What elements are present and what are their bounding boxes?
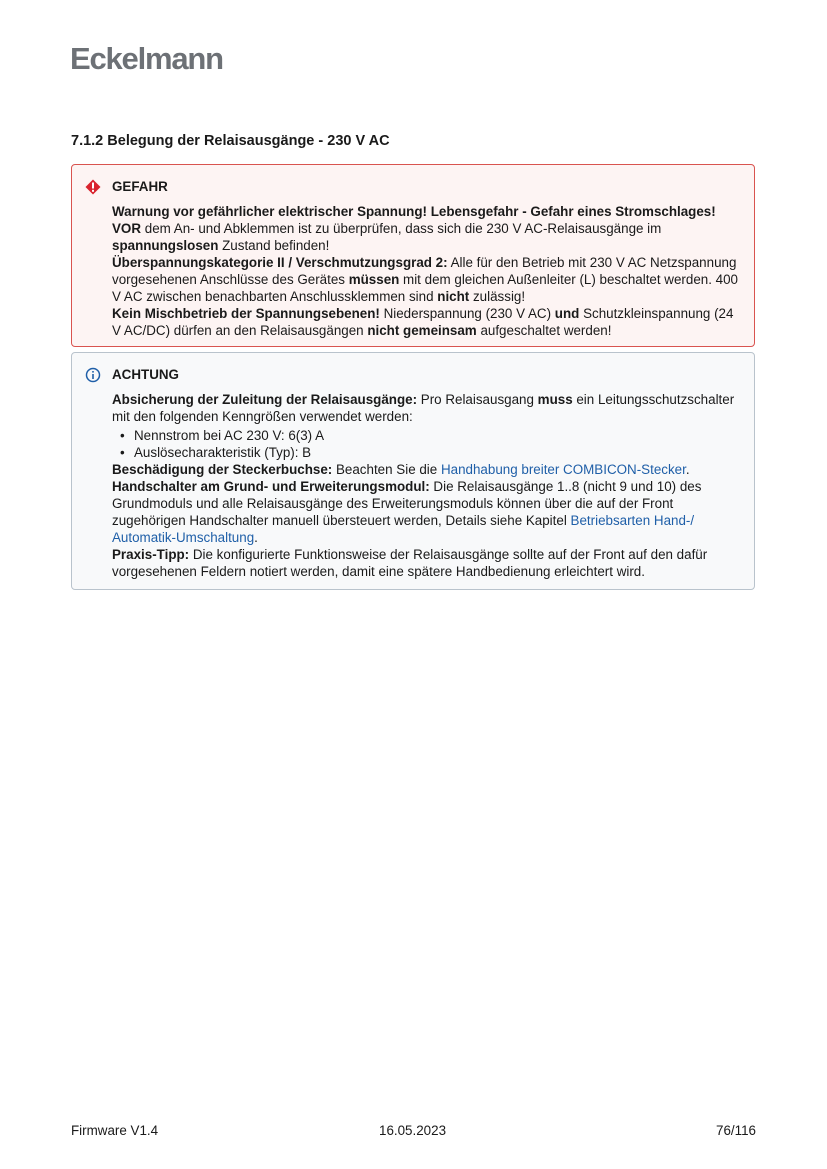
bold-text: Handschalter am Grund- und Erweiterungsmodul: [112, 479, 430, 494]
bold-text: muss [537, 392, 573, 407]
eckelmann-logo: Eckelmann [70, 41, 223, 76]
danger-body [112, 203, 744, 339]
betriebsarten-link[interactable]: Betriebsarten Hand-/ Automatik-Umschaltung [112, 513, 695, 545]
info-icon [85, 367, 101, 383]
text: Schutzkleinspannung (24 V AC/DC) dürfen an den Relaisausgängen [112, 306, 734, 338]
warning-title: ACHTUNG [112, 367, 179, 382]
danger-title: GEFAHR [112, 179, 168, 194]
text: zulässig! [469, 289, 526, 304]
combicon-link[interactable]: Handhabung breiter COMBICON-Stecker [440, 462, 686, 477]
bold-text: müssen [348, 272, 400, 287]
text: mit dem gleichen Außenleiter (L) beschaltet werden. 400 V AC zwischen benachbarten Anschlussklemmen sind [112, 272, 738, 304]
bullet-list [112, 427, 744, 461]
bold-text: spannungslosen [112, 238, 219, 253]
text: aufgeschaltet werden! [476, 323, 612, 338]
danger-line1: Warnung vor gefährlicher elektrischer Spannung! Lebensgefahr - Gefahr eines Stromschlages! [112, 204, 716, 219]
danger-notice [71, 164, 755, 347]
bold-text: Beschädigung der Steckerbuchse: [112, 462, 333, 477]
bold-text: nicht gemeinsam [367, 323, 477, 338]
bold-text: Praxis-Tipp: [112, 547, 190, 562]
section-heading: 7.1.2 Belegung der Relaisausgänge - 230 V AC [71, 133, 390, 149]
text: Beachten Sie die [332, 462, 441, 477]
bold-text: VOR [112, 221, 142, 236]
text: Pro Relaisausgang [417, 392, 538, 407]
text: Niederspannung (230 V AC) [379, 306, 555, 321]
text: Die konfigurierte Funktionsweise der Relaisausgänge sollte auf der Front auf den dafür vorgesehenen Feldern notiert werden, damit eine spätere Handbedienung erleichtert wird. [112, 547, 708, 579]
text: ein Leitungsschutzschalter mit den folgenden Kenngrößen verwendet werden: [112, 392, 735, 424]
bold-text: und [554, 306, 580, 321]
text: Alle für den Betrieb mit 230 V AC Netzspannung vorgesehenen Anschlüsse des Gerätes [112, 255, 737, 287]
footer-firmware: Firmware V1.4 [71, 1123, 159, 1138]
warning-notice [71, 352, 755, 590]
bold-text: Kein Mischbetrieb der Spannungsebenen! [112, 306, 380, 321]
bold-text: nicht [437, 289, 470, 304]
bold-text: Absicherung der Zuleitung der Relaisausgänge: [112, 392, 418, 407]
bold-text: Überspannungskategorie II / Verschmutzungsgrad 2: [112, 255, 448, 270]
footer-page-number: 76/116 [716, 1123, 756, 1138]
footer-date: 16.05.2023 [379, 1123, 447, 1138]
warning-body [112, 391, 744, 580]
text: . [685, 462, 690, 477]
danger-icon [85, 179, 101, 195]
text: Zustand befinden! [218, 238, 330, 253]
list-item: • Auslösecharakteristik (Typ): B [134, 444, 744, 461]
list-item: • Nennstrom bei AC 230 V: 6(3) A [134, 427, 744, 444]
text: Die Relaisausgänge 1..8 (nicht 9 und 10) des Grundmoduls und alle Relaisausgänge des Erweiterungsmoduls können über die auf der Front zugehörigen Handschalter manuell übersteuert werden, Details siehe Kapitel [112, 479, 702, 528]
text: . [254, 530, 258, 545]
text: dem An- und Abklemmen ist zu überprüfen, dass sich die 230 V AC-Relaisausgänge im [141, 221, 662, 236]
